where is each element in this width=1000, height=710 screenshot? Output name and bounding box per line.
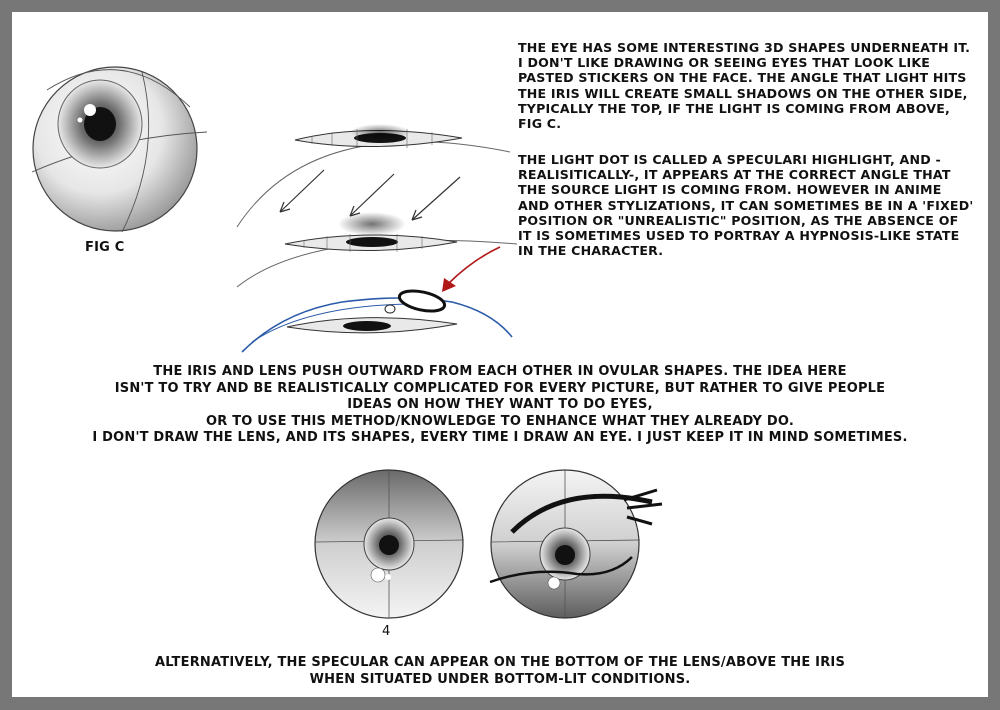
eye-front-view-right [490,470,662,618]
caption-line: WHEN SITUATED UNDER BOTTOM-LIT CONDITIONS. [309,671,691,687]
figure-label: FIG C [85,240,125,255]
small-mark: 4 [382,624,391,639]
lens-explanation-line: I DON'T DRAW THE LENS, AND ITS SHAPES, EVERY TIME I DRAW AN EYE. I JUST KEEP IT IN MIND SOMETIMES. [92,430,908,445]
lens-explanation-line: OR TO USE THIS METHOD/KNOWLEDGE TO ENHANCE WHAT THEY ALREADY DO. [206,413,794,429]
eye-cross-section-middle [237,212,517,287]
lens-explanation-line: THE IRIS AND LENS PUSH OUTWARD FROM EACH OTHER IN OVULAR SHAPES. THE IDEA HERE [153,364,847,379]
bottom-lit-caption [12,655,988,688]
specular-paragraph: THE LIGHT DOT IS CALLED A SPECULARI HIGHLIGHT, AND -REALISITICALLY-, IT APPEARS AT THE CORRECT ANGLE THAT THE SOURCE LIGHT IS COMING FROM. HOWEVER IN ANIME AND OTHER STYLIZATIONS, IT CAN SOMETIMES BE IN A 'FIXED' POSITION OR "UNREALISTIC" POSITION, AS THE ABSENCE OF IT IS SOMETIMES USED TO PORTRAY A HYPNOSIS-LIKE STATE IN THE CHARACTER. [518,152,974,259]
eye-cross-section-lens [242,287,512,352]
intro-paragraph: THE EYE HAS SOME INTERESTING 3D SHAPES UNDERNEATH IT. I DON'T LIKE DRAWING OR SEEING EYES THAT LOOK LIKE PASTED STICKERS ON THE FACE. THE ANGLE THAT LIGHT HITS THE IRIS WILL CREATE SMALL SHADOWS ON THE OTHER SIDE, TYPICALLY THE TOP, IF THE LIGHT IS COMING FROM ABOVE, FIG C. [518,40,971,132]
lens-explanation-line: ISN'T TO TRY AND BE REALISTICALLY COMPLICATED FOR EVERY PICTURE, BUT RATHER TO GIVE PEOPLE [114,380,886,396]
red-arrow [442,247,500,292]
eye-cross-section-top [237,124,510,227]
lens-explanation-line: IDEAS ON HOW THEY WANT TO DO EYES, [347,397,653,412]
eye-front-view-left [315,470,464,618]
lens-explanation [12,364,988,447]
eyeball-sphere-illustration [32,67,207,232]
caption-line: ALTERNATIVELY, THE SPECULAR CAN APPEAR ON THE BOTTOM OF THE LENS/ABOVE THE IRIS [154,655,846,670]
tutorial-page [12,12,988,697]
